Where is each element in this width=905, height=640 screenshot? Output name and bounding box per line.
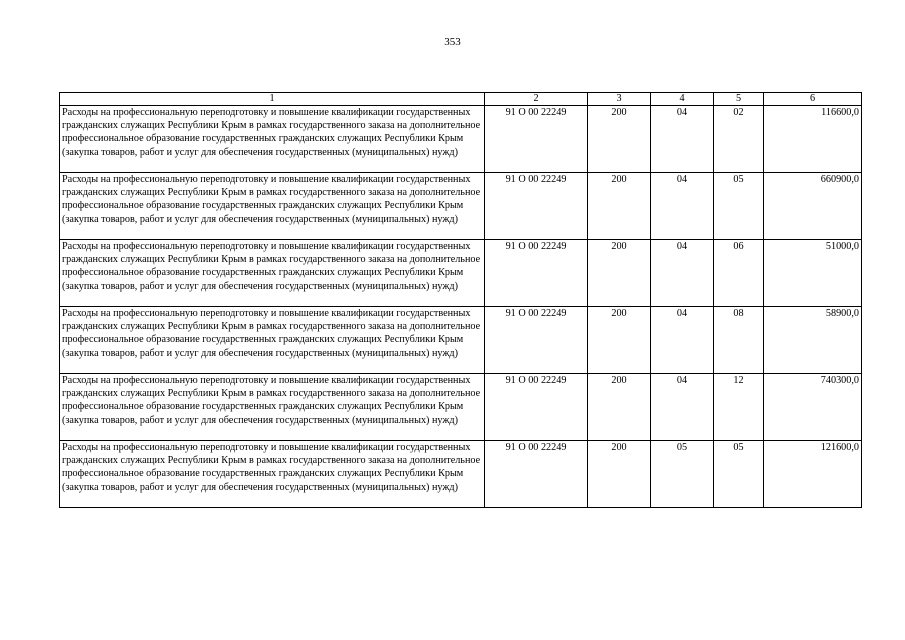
column-header-6: 6 (764, 93, 862, 106)
row-expense-type: 200 (588, 106, 651, 173)
table-row (60, 240, 862, 307)
row-target-code: 91 О 00 22249 (485, 441, 588, 508)
row-subsection: 05 (714, 173, 764, 240)
row-expense-type: 200 (588, 240, 651, 307)
row-sum: 121600,0 (764, 441, 862, 508)
row-sum: 51000,0 (764, 240, 862, 307)
row-description: Расходы на профессиональную переподготовку и повышение квалификации государственных гражданских служащих Республики Крым в рамках государственного заказа на дополнительное профессиональное образование государственных гражданских служащих Республики Крым (закупка товаров, работ и услуг для обеспечения государственных (муниципальных) нужд) (60, 173, 485, 240)
table-row (60, 441, 862, 508)
row-section: 04 (651, 240, 714, 307)
row-subsection: 05 (714, 441, 764, 508)
row-expense-type: 200 (588, 173, 651, 240)
row-subsection: 12 (714, 374, 764, 441)
table-row (60, 173, 862, 240)
column-header-5: 5 (714, 93, 764, 106)
column-header-1: 1 (60, 93, 485, 106)
row-sum: 740300,0 (764, 374, 862, 441)
row-subsection: 02 (714, 106, 764, 173)
row-subsection: 06 (714, 240, 764, 307)
table-row (60, 106, 862, 173)
table-row (60, 307, 862, 374)
row-target-code: 91 О 00 22249 (485, 307, 588, 374)
row-section: 04 (651, 173, 714, 240)
row-sum: 116600,0 (764, 106, 862, 173)
row-expense-type: 200 (588, 374, 651, 441)
page-number: 353 (444, 36, 461, 48)
budget-table (59, 92, 862, 508)
column-header-2: 2 (485, 93, 588, 106)
row-section: 04 (651, 106, 714, 173)
row-target-code: 91 О 00 22249 (485, 173, 588, 240)
row-expense-type: 200 (588, 441, 651, 508)
row-target-code: 91 О 00 22249 (485, 240, 588, 307)
row-section: 04 (651, 374, 714, 441)
row-description: Расходы на профессиональную переподготовку и повышение квалификации государственных гражданских служащих Республики Крым в рамках государственного заказа на дополнительное профессиональное образование государственных гражданских служащих Республики Крым (закупка товаров, работ и услуг для обеспечения государственных (муниципальных) нужд) (60, 441, 485, 508)
column-header-3: 3 (588, 93, 651, 106)
column-header-4: 4 (651, 93, 714, 106)
row-target-code: 91 О 00 22249 (485, 106, 588, 173)
row-section: 05 (651, 441, 714, 508)
row-expense-type: 200 (588, 307, 651, 374)
row-description: Расходы на профессиональную переподготовку и повышение квалификации государственных гражданских служащих Республики Крым в рамках государственного заказа на дополнительное профессиональное образование государственных гражданских служащих Республики Крым (закупка товаров, работ и услуг для обеспечения государственных (муниципальных) нужд) (60, 374, 485, 441)
row-subsection: 08 (714, 307, 764, 374)
row-description: Расходы на профессиональную переподготовку и повышение квалификации государственных гражданских служащих Республики Крым в рамках государственного заказа на дополнительное профессиональное образование государственных гражданских служащих Республики Крым (закупка товаров, работ и услуг для обеспечения государственных (муниципальных) нужд) (60, 240, 485, 307)
row-sum: 58900,0 (764, 307, 862, 374)
row-description: Расходы на профессиональную переподготовку и повышение квалификации государственных гражданских служащих Республики Крым в рамках государственного заказа на дополнительное профессиональное образование государственных гражданских служащих Республики Крым (закупка товаров, работ и услуг для обеспечения государственных (муниципальных) нужд) (60, 307, 485, 374)
row-target-code: 91 О 00 22249 (485, 374, 588, 441)
table-row (60, 374, 862, 441)
header-row (60, 93, 862, 106)
row-sum: 660900,0 (764, 173, 862, 240)
row-description: Расходы на профессиональную переподготовку и повышение квалификации государственных гражданских служащих Республики Крым в рамках государственного заказа на дополнительное профессиональное образование государственных гражданских служащих Республики Крым (закупка товаров, работ и услуг для обеспечения государственных (муниципальных) нужд) (60, 106, 485, 173)
row-section: 04 (651, 307, 714, 374)
